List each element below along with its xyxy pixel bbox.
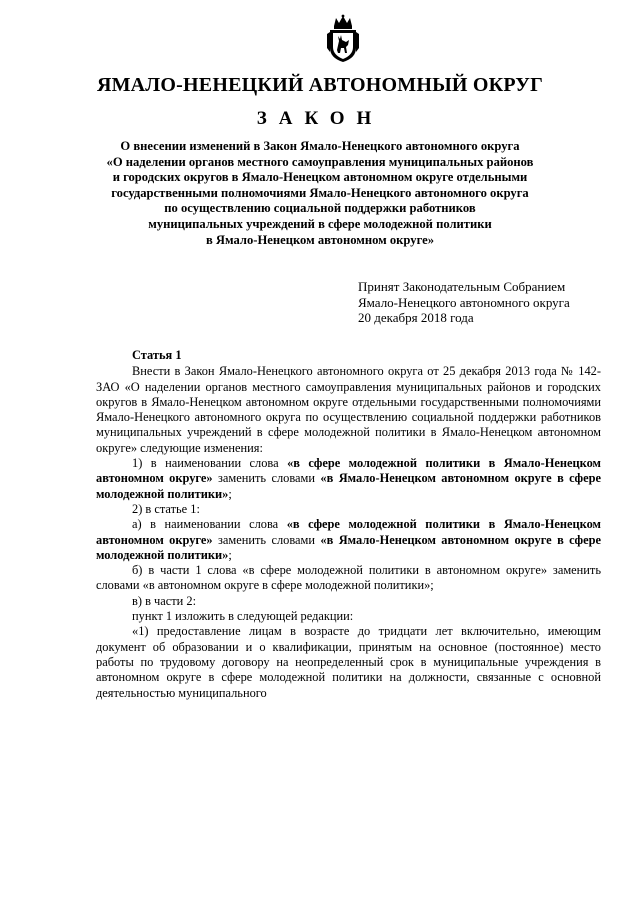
- article-intro: Внести в Закон Ямало-Ненецкого автономного округа от 25 декабря 2013 года № 142-ЗАО «О наделении органов местного самоуправления муниципальных районов и городских округов в Ямало-Ненецком автономном округе отдельными государственными полномочиями Ямало-Ненецкого автономного округа по осуществлению социальной поддержки работников муниципальных учреждений в сфере молодежной политики в Ямало-Ненецком автономном округе» следующие изменения:: [96, 364, 601, 455]
- adoption-block: [358, 279, 570, 326]
- title-line: «О наделении органов местного самоуправления муниципальных районов: [106, 154, 534, 169]
- region-name: ЯМАЛО-НЕНЕЦКИЙ АВТОНОМНЫЙ ОКРУГ: [96, 74, 544, 96]
- point-1: пункт 1 изложить в следующей редакции:: [132, 609, 354, 624]
- title-line: О внесении изменений в Закон Ямало-Ненецкого автономного округа: [120, 139, 520, 153]
- title-line: государственными полномочиями Ямало-Ненецкого автономного округа: [111, 185, 529, 200]
- law-title: [60, 139, 580, 248]
- item-2: 2) в статье 1:: [132, 501, 200, 516]
- item-2c: в) в части 2:: [132, 593, 197, 608]
- adoption-date: 20 декабря 2018 года: [358, 310, 474, 325]
- item-2a: а) в наименовании слова «в сфере молодежной политики в Ямало-Ненецком автономном округе» заменить словами «в Ямало-Ненецком автономном округе в сфере молодежной политики»;: [96, 517, 601, 562]
- article-body: [96, 348, 601, 701]
- item-2b: б) в части 1 слова «в сфере молодежной политики в автономном округе» заменить словами «в автономном округе в сфере молодежной политики»;: [96, 563, 601, 593]
- title-line: по осуществлению социальной поддержки работников: [164, 201, 476, 216]
- quoted-text: «1) предоставление лицам в возрасте до тридцати лет включительно, имеющим документ об образовании и о квалификации, принятым на основное (постоянное) место работы по трудовому договору на неопределенный срок в муниципальные учреждения в автономном округе в сфере молодежной политики на должности, связанные с основной деятельностью муниципального: [96, 624, 601, 700]
- adoption-line: Ямало-Ненецкого автономного округа: [358, 294, 570, 310]
- adoption-line: Принят Законодательным Собранием: [358, 279, 566, 294]
- article-heading: Статья 1: [132, 348, 182, 362]
- item-1: 1) в наименовании слова «в сфере молодежной политики в Ямало-Ненецком автономном округе» заменить словами «в Ямало-Ненецком автономном округе в сфере молодежной политики»;: [96, 456, 601, 501]
- title-line: в Ямало-Ненецком автономном округе»: [205, 232, 435, 247]
- title-line: муниципальных учреждений в сфере молодежной политики: [148, 216, 492, 231]
- title-line: и городских округов в Ямало-Ненецком автономном округе отдельными: [112, 170, 528, 185]
- document-type: ЗАКОН: [256, 108, 384, 129]
- coat-of-arms-icon: [326, 14, 360, 64]
